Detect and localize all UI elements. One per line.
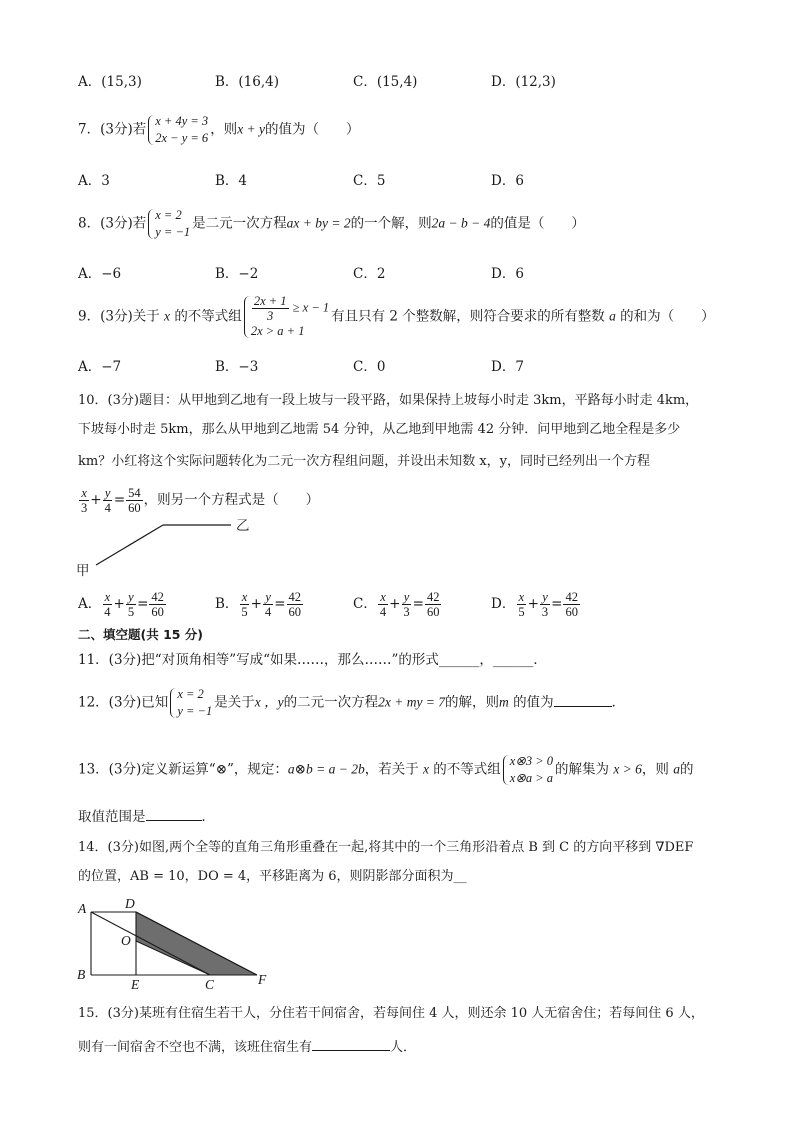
q12-end: ． (611, 694, 626, 711)
q12-text2: 的二元一次方程 (283, 694, 379, 711)
q8-option-d: D．6 (491, 266, 524, 282)
q9-ineq1-rest: ≥ x − 1 (292, 300, 330, 315)
q7-option-a: A．3 (78, 173, 110, 189)
q9-frac (252, 294, 289, 323)
label-yi: 乙 (236, 518, 250, 534)
q10-option-d: D． $\frac{x}{5}$ + $\frac{y}{3}$ = $\frac{42}{60}$ (491, 590, 578, 619)
q13-text4: ，则 (641, 761, 669, 778)
q8-text: 是二元一次方程 (192, 215, 287, 232)
q12-eq2: y = −1 (177, 704, 213, 718)
q10-eq-x-den: 3 (81, 501, 88, 515)
q9-option-b: B．−3 (215, 359, 259, 375)
q9-system (244, 294, 329, 340)
q14-line2: 的位置，AB = 10，DO = 4，平移距离为 6，则阴影部分面积为__ (78, 869, 467, 884)
point-O-label: O (121, 933, 131, 948)
point-D-label: D (125, 896, 135, 911)
point-A-label: A (78, 901, 87, 916)
q12-eq1: x = 2 (177, 687, 204, 701)
point-F-label: F (258, 972, 267, 987)
q7-text-end: 的值为（ ） (265, 121, 360, 138)
question-13 (78, 753, 693, 787)
q10-option-c: C． $\frac{x}{4}$ + $\frac{y}{3}$ = $\frac{42}{60}$ (353, 590, 440, 619)
point-E-label: E (131, 977, 140, 992)
q13-prefix: 13．(3分)定义新运算“⊗”，规定： (78, 761, 288, 778)
q13-solution: x > 6 (613, 761, 642, 777)
q14-line1: 14．(3分)如图,两个全等的直角三角形重叠在一起,将其中的一个三角形沿着点 B 到 C 的方向平移到 ∇DEF (78, 840, 694, 855)
q7-option-b: B．4 (215, 173, 248, 189)
q9-frac-den: 3 (267, 309, 274, 323)
q13-text: ，若关于 (364, 761, 419, 778)
q8-text2: 的一个解，则 (350, 215, 432, 232)
q6-option-a: A．(15,3) (78, 74, 142, 90)
question-7 (78, 113, 360, 147)
point-B-label: B (77, 967, 86, 982)
q9-prefix: 9．(3分)关于 (78, 308, 160, 325)
q12-text4: 的值为 (513, 694, 554, 711)
question-9 (78, 294, 715, 340)
question-8 (78, 207, 585, 241)
q7-system (148, 113, 208, 147)
point-C-label: C (205, 977, 215, 992)
q6-option-d: D．(12,3) (491, 74, 556, 90)
q8-expr: 2a − b − 4 (431, 215, 491, 231)
q13-definition: a⊗b = a − 2b (287, 761, 365, 777)
q10-eq-suffix: ，则另一个方程式是（ ） (143, 492, 320, 508)
q12-vars: x ，y (254, 694, 284, 710)
question-11: 11．(3分)把“对顶角相等”写成“如果……，那么……”的形式______，______． (78, 652, 547, 668)
q7-option-c: C．5 (353, 173, 386, 189)
q6-option-b: B．(16,4) (215, 74, 280, 90)
q15-end: 人． (390, 1040, 417, 1055)
q8-option-c: C．2 (353, 266, 386, 282)
q15-line2 (78, 1036, 416, 1058)
q8-eq2: y = −1 (155, 225, 191, 239)
q10-given-equation: $\frac{x}{3}$ + $\frac{y}{4}$ = $\frac{54}{60}$ ，则另一个方程式是（ ） (81, 486, 320, 515)
q10-eq-rhs-num: 54 (128, 486, 141, 500)
q7-eq1: x + 4y = 3 (155, 114, 209, 128)
q7-prefix: 7．(3分)若 (78, 121, 147, 138)
q12-equation: 2x + my = 7 (378, 694, 446, 710)
q7-option-d: D．6 (491, 173, 524, 189)
q13-end: ． (201, 809, 215, 825)
q8-option-a: A．−6 (78, 266, 122, 282)
label-jia: 甲 (76, 563, 90, 579)
q6-option-c: C．(15,4) (353, 74, 418, 90)
q12-text3: 的解，则 (445, 694, 500, 711)
q7-text: ，则 (210, 121, 238, 138)
q10-option-b: B． $\frac{x}{5}$ + $\frac{y}{4}$ = $\frac{42}{60}$ (215, 590, 302, 619)
q8-equation: ax + by = 2 (286, 215, 351, 231)
q9-text2: 有且只有 2 个整数解，则符合要求的所有整数 (331, 308, 605, 325)
q15-line2-text: 则有一间宿舍不空也不满，该班住宿生有 (78, 1040, 313, 1055)
q13-var-a: a (673, 761, 680, 777)
q13-line2 (78, 806, 215, 827)
q8-eq1: x = 2 (155, 208, 182, 222)
q8-system (148, 207, 190, 241)
q13-line2-text: 取值范围是 (78, 809, 146, 825)
q12-system (170, 686, 212, 720)
q13-text5: 的 (679, 761, 694, 778)
q13-text3: 的解集为 (555, 761, 610, 778)
q9-option-c: C．0 (353, 359, 386, 375)
q10-option-a: A． $\frac{x}{4}$ + $\frac{y}{5}$ = $\frac{42}{60}$ (78, 590, 164, 619)
q12-answer-blank[interactable] (554, 692, 612, 707)
q9-text-end: 的和为（ ） (620, 308, 715, 325)
q9-text: 的不等式组 (174, 308, 242, 325)
q9-option-a: A．−7 (78, 359, 122, 375)
q13-var-x: x (423, 761, 429, 777)
q12-var-m: m (499, 694, 509, 710)
q10-line2: 下坡每小时走 5km，那么从甲地到乙地需 54 分钟，从乙地到甲地需 42 分钟．问甲地到乙地全程是多少 (78, 422, 681, 437)
q14-triangles-figure (74, 895, 274, 995)
q10-eq-rhs-den: 60 (128, 501, 141, 515)
q13-system (503, 753, 553, 787)
q13-ineq2: x⊗a > a (509, 771, 554, 785)
q13-text2: 的不等式组 (433, 761, 501, 778)
q10-line3: km？小红将这个实际问题转化为二元一次方程组问题，并设出未知数 x，y，同时已经列出一个方程 (78, 454, 651, 469)
q9-var-x: x (164, 308, 171, 324)
q15-line1: 15．(3分)某班有住宿生若干人，分住若干间宿舍，若每间住 4 人，则还余 10 人无宿舍住；若每间住 6 人， (78, 1006, 704, 1021)
uphill-segment (96, 525, 163, 565)
q9-ineq2: 2x > a + 1 (250, 324, 305, 338)
q8-prefix: 8．(3分)若 (78, 215, 147, 232)
q13-ineq1: x⊗3 > 0 (509, 754, 554, 768)
q10-line1: 10．(3分)题目：从甲地到乙地有一段上坡与一段平路，如果保持上坡每小时走 3km，平路每小时走 4km， (78, 393, 699, 408)
q15-answer-blank[interactable] (312, 1036, 390, 1051)
q7-eq2: 2x − y = 6 (155, 131, 209, 145)
q10-eq-y-den: 4 (104, 501, 111, 515)
q8-text-end: 的值是（ ） (490, 215, 585, 232)
q9-frac-num: 2x + 1 (253, 294, 287, 308)
q13-answer-blank[interactable] (146, 806, 202, 821)
q9-option-d: D．7 (491, 359, 524, 375)
q12-text: 是关于 (214, 694, 255, 711)
q8-option-b: B．−2 (215, 266, 259, 282)
section-title-fill-blank: 二、填空题(共 15 分) (78, 627, 204, 642)
q7-expr: x + y (237, 121, 266, 137)
question-12 (78, 686, 625, 720)
q12-prefix: 12．(3分)已知 (78, 694, 169, 711)
q9-var-a: a (609, 308, 616, 324)
